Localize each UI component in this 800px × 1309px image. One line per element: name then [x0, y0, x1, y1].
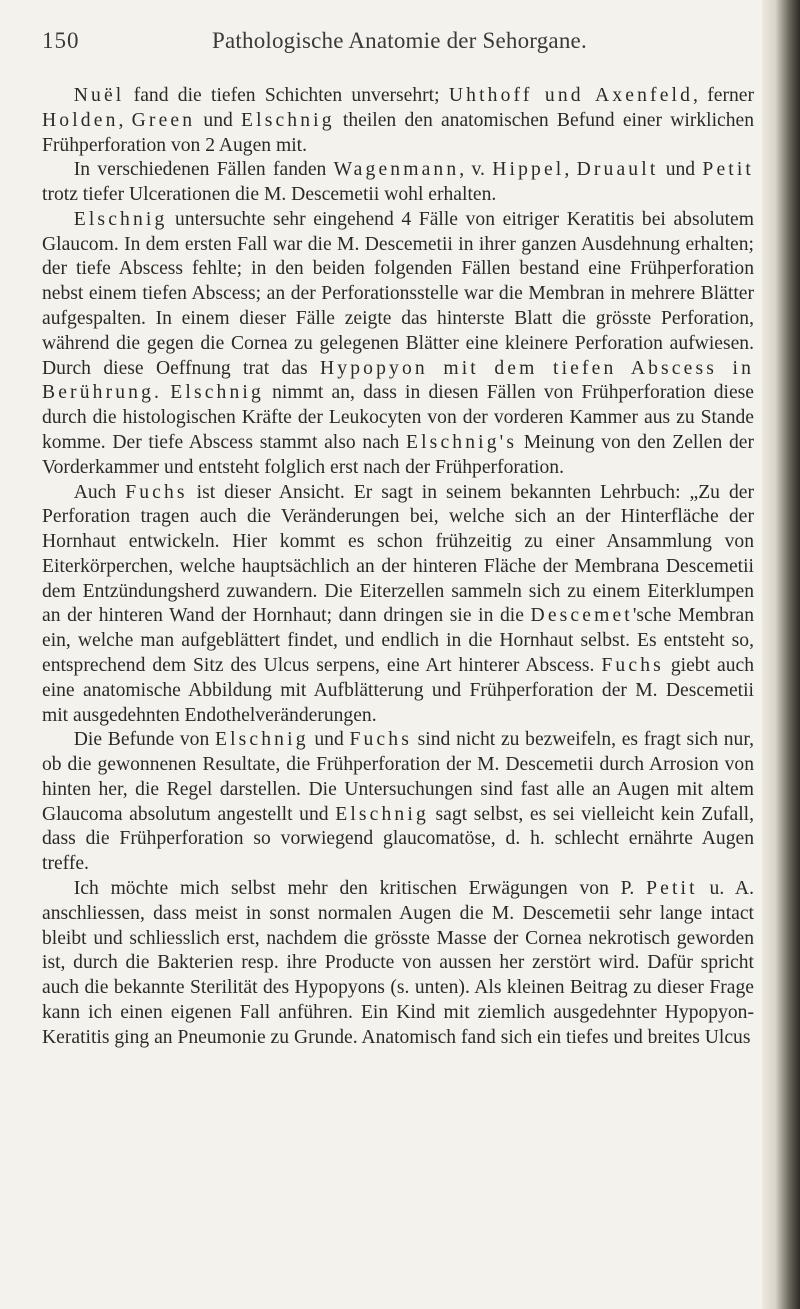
text-run: theilen den anatomischen Befund einer wirklichen Frühperforation von 2 Augen mit. — [42, 109, 755, 156]
author-name: Petit — [646, 878, 698, 899]
paragraph-6 — [42, 877, 754, 1050]
text-run: untersuchte sehr eingehend 4 Fälle von eitriger Keratitis bei absolutem Glaucom. In dem ersten Fall war die M. Descemetii in ihrer ganzen Ausdehnung erhalten; der tiefe Abscess fehlte; in den beiden folgenden Fällen bestand eine Frühperforation nebst einem tiefen Abscess; an der Perforationsstelle war die Membran in mehrere Blätter aufgespalten. In einem dieser Fälle zeigte das hinterste Blatt die grösste Perforation, während die gegen die Cornea zu gelegenen Blätter eine kleinere Perforation aufwiesen. Durch diese Oeffnung trat das — [42, 208, 754, 379]
page-header — [0, 28, 800, 68]
text-run: , — [118, 109, 132, 131]
scan-edge-shadow — [762, 0, 800, 1309]
text-run: Auch — [73, 481, 126, 503]
text-run: und — [308, 729, 350, 751]
text-run: Ich möchte mich selbst mehr den kritischen Erwägungen von P. — [73, 878, 647, 899]
author-name: Elschnig's — [406, 431, 518, 453]
text-run: nimmt an, dass in diesen Fällen von Frühperforation diese durch die histologischen Kräfte der Leukocyten von der vorderen Kammer aus zu Stande komme. Der tiefe Abscess stammt also nach — [42, 382, 754, 453]
text-run: giebt auch eine anatomische Abbildung mit Aufblätterung und Frühperforation der M. Descemetii mit ausgedehnten Endothelveränderungen. — [42, 654, 754, 726]
text-run: Die Befunde von — [73, 729, 215, 751]
running-title: Pathologische Anatomie der Sehorgane. — [212, 28, 587, 53]
emphasized-text: Hypopyon mit dem tiefen Abscess in Berührung. — [42, 357, 754, 404]
text-run: u. A. anschliessen, dass meist in sonst normalen Augen die M. Descemetii sehr lange intact bleibt und schliesslich erst, nachdem die grösste Masse der Cornea nekrotisch geworden ist, durch die Bakterien resp. ihre Producte von aussen her zerstört wird. Dafür spricht auch die bekannte Sterilität des Hypopyons (s. unten). Als kleinen Beitrag zu dieser Frage kann ich einen eigenen Fall anführen. Ein Kind mit ziemlich ausgedehnter Hypopyon-Keratitis ging an Pneumonie zu Grunde. Anatomisch fand sich ein tiefes und breites Ulcus — [42, 878, 754, 1048]
paragraph-1 — [42, 84, 754, 158]
text-run: ist dieser Ansicht. Er sagt in seinem bekannten Lehrbuch: „Zu der Perforation tragen auch die Veränderungen bei, welche sich an der Hinterfläche der Hornhaut entwickeln. Hier kommt es schon frühzeitig zu einer Ansammlung von Eiterkörperchen, welche hauptsächlich an der hinteren Fläche der Membrana Descemetii dem Entzündungsherd zuwandern. Die Eiterzellen sammeln sich zu einem Eiterklumpen an der hinteren Wand der Hornhaut; dann dringen sie in die — [42, 481, 754, 627]
paragraph-2 — [42, 158, 754, 208]
author-name: Petit — [702, 159, 755, 181]
author-name: Fuchs — [601, 654, 664, 676]
text-run: , v. — [459, 159, 493, 181]
author-name: Elschnig — [335, 803, 429, 825]
body-text — [42, 84, 754, 1050]
author-name: Nuël — [73, 85, 125, 106]
author-name: Uhthoff und Axenfeld — [448, 85, 694, 106]
author-name: Hippel — [492, 159, 565, 181]
paragraph-4 — [42, 481, 754, 729]
text-run: , ferner — [693, 85, 754, 106]
author-name: Elschnig — [241, 109, 335, 131]
paragraph-5 — [42, 728, 754, 877]
author-name: Green — [131, 109, 196, 131]
paragraph-3 — [42, 208, 754, 481]
text-run: sind nicht zu bezweifeln, es fragt sich nur, ob die gewonnenen Resultate, die Frühperforation der M. Descemetii durch Arrosion von hinten her, die Regel darstellen. Die Untersuchungen sind fast alle an Augen mit altem Glaucoma absolutum angestellt und — [42, 729, 754, 825]
text-run: Meinung von den Zellen der Vorderkammer und entsteht folglich erst nach der Frühperforation. — [42, 431, 754, 478]
text-run: und — [658, 159, 703, 181]
text-run: sagt selbst, es sei vielleicht kein Zufall, dass die Frühperforation so vorwiegend glaucomatöse, d. h. schlecht ernährte Augen treffe. — [42, 803, 754, 875]
text-run: 'sche Membran ein, welche man aufgeblättert findet, und endlich in die Hornhaut selbst. Es entsteht so, entsprechend dem Sitz des Ulcus serpens, eine Art hinterer Abscess. — [42, 605, 754, 676]
author-name: Elschnig — [170, 382, 264, 404]
author-name: Elschnig — [214, 729, 309, 751]
author-name: Fuchs — [125, 481, 188, 503]
page-number: 150 — [42, 28, 80, 53]
author-name: Druault — [576, 159, 659, 181]
text-run: In verschiedenen Fällen fanden — [73, 159, 334, 181]
text-run: und — [195, 109, 242, 131]
author-name: Elschnig — [73, 208, 168, 230]
text-run: , — [564, 159, 577, 181]
author-name: Holden — [42, 109, 119, 131]
text-run: trotz tiefer Ulcerationen die M. Descemetii wohl erhalten. — [42, 184, 497, 206]
author-name: Descemet — [530, 605, 633, 627]
author-name: Wagenmann — [333, 159, 460, 181]
text-run: fand die tiefen Schichten unversehrt; — [124, 85, 449, 106]
author-name: Fuchs — [349, 729, 412, 751]
